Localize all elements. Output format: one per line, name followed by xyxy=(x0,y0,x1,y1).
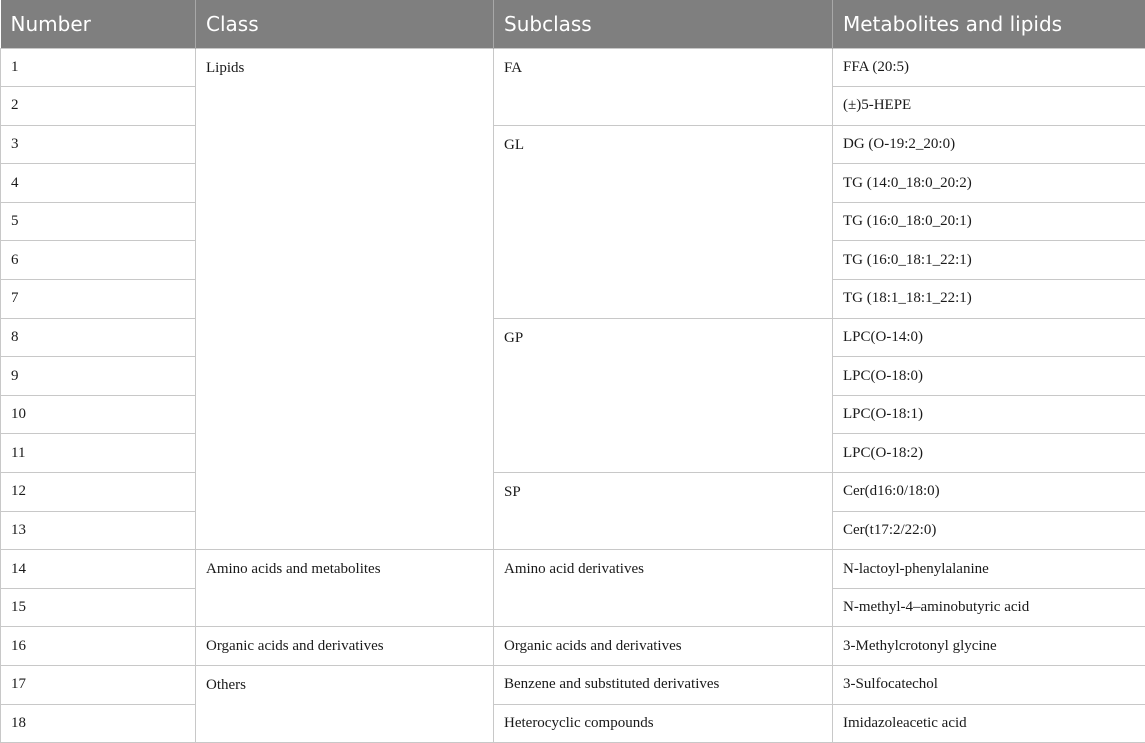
row-number: 16 xyxy=(1,627,196,666)
metabolite-cell: 3-Methylcrotonyl glycine xyxy=(833,627,1145,666)
subclass-cell: Heterocyclic compounds xyxy=(494,704,833,743)
row-number: 14 xyxy=(1,550,196,589)
header-class: Class xyxy=(196,0,494,48)
table-row xyxy=(1,48,1145,87)
metabolite-cell: TG (16:0_18:1_22:1) xyxy=(833,241,1145,280)
table-row xyxy=(1,473,1145,512)
header-subclass: Subclass xyxy=(494,0,833,48)
metabolite-cell: N-lactoyl-phenylalanine xyxy=(833,550,1145,589)
subclass-cell: GL xyxy=(494,125,833,318)
table-row xyxy=(1,318,1145,357)
row-number: 1 xyxy=(1,48,196,87)
table-row xyxy=(1,627,1145,666)
row-number: 2 xyxy=(1,87,196,126)
row-number: 11 xyxy=(1,434,196,473)
metabolite-cell: TG (16:0_18:0_20:1) xyxy=(833,202,1145,241)
subclass-cell: SP xyxy=(494,473,833,550)
row-number: 17 xyxy=(1,666,196,705)
table-row xyxy=(1,550,1145,589)
row-number: 4 xyxy=(1,164,196,203)
class-cell: Organic acids and derivatives xyxy=(196,627,494,666)
table-header-row xyxy=(1,0,1145,48)
subclass-cell: Amino acid derivatives xyxy=(494,550,833,627)
table-row xyxy=(1,666,1145,705)
row-number: 12 xyxy=(1,473,196,512)
subclass-cell: Organic acids and derivatives xyxy=(494,627,833,666)
metabolite-cell: TG (14:0_18:0_20:2) xyxy=(833,164,1145,203)
metabolite-cell: LPC(O-18:2) xyxy=(833,434,1145,473)
row-number: 3 xyxy=(1,125,196,164)
metabolite-cell: 3-Sulfocatechol xyxy=(833,666,1145,705)
table-row xyxy=(1,704,1145,743)
metabolite-cell: FFA (20:5) xyxy=(833,48,1145,87)
header-number: Number xyxy=(1,0,196,48)
row-number: 15 xyxy=(1,588,196,627)
metabolite-cell: DG (O-19:2_20:0) xyxy=(833,125,1145,164)
row-number: 6 xyxy=(1,241,196,280)
metabolite-cell: Imidazoleacetic acid xyxy=(833,704,1145,743)
row-number: 7 xyxy=(1,280,196,319)
row-number: 8 xyxy=(1,318,196,357)
metabolite-cell: LPC(O-14:0) xyxy=(833,318,1145,357)
class-cell: Amino acids and metabolites xyxy=(196,550,494,627)
metabolite-cell: Cer(d16:0/18:0) xyxy=(833,473,1145,512)
subclass-cell: Benzene and substituted derivatives xyxy=(494,666,833,705)
metabolite-cell: (±)5-HEPE xyxy=(833,87,1145,126)
metabolite-cell: LPC(O-18:1) xyxy=(833,395,1145,434)
metabolite-cell: TG (18:1_18:1_22:1) xyxy=(833,280,1145,319)
class-cell: Others xyxy=(196,666,494,743)
row-number: 9 xyxy=(1,357,196,396)
table-row xyxy=(1,125,1145,164)
row-number: 5 xyxy=(1,202,196,241)
metabolite-cell: LPC(O-18:0) xyxy=(833,357,1145,396)
row-number: 10 xyxy=(1,395,196,434)
class-cell: Lipids xyxy=(196,48,494,550)
subclass-cell: FA xyxy=(494,48,833,125)
metabolite-cell: N-methyl-4–aminobutyric acid xyxy=(833,588,1145,627)
header-metabolites: Metabolites and lipids xyxy=(833,0,1145,48)
row-number: 13 xyxy=(1,511,196,550)
metabolite-cell: Cer(t17:2/22:0) xyxy=(833,511,1145,550)
row-number: 18 xyxy=(1,704,196,743)
subclass-cell: GP xyxy=(494,318,833,472)
